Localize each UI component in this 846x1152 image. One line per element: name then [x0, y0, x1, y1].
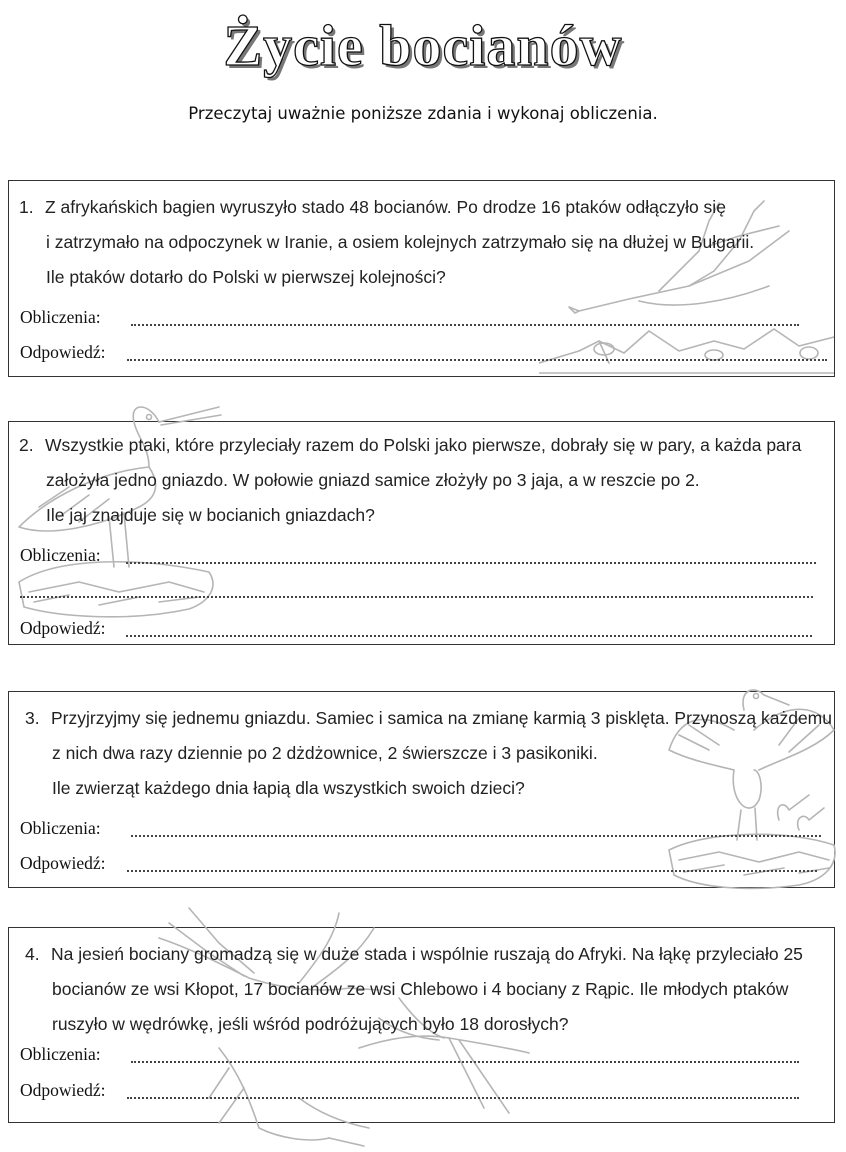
answer-line[interactable]: [127, 868, 817, 872]
calc-label: Obliczenia:: [20, 1044, 101, 1064]
calc-answer-line-2[interactable]: [20, 594, 813, 598]
calc-answer-line[interactable]: [131, 322, 799, 326]
task-number: 4.: [25, 944, 40, 964]
task-4-question-line-3: ruszyło w wędrówkę, jeśli wśród podróżujących było 18 dorosłych?: [52, 1014, 569, 1034]
task-4-box: [8, 927, 835, 1123]
task-1-box: [8, 180, 835, 377]
calc-answer-line[interactable]: [131, 833, 821, 837]
task-1-question: [19, 197, 726, 218]
answer-label: Odpowiedź:: [20, 853, 106, 873]
stork-feeding-chicks-illustration: [659, 670, 839, 915]
calc-answer-line[interactable]: [131, 1059, 799, 1063]
answer-line[interactable]: [127, 357, 827, 361]
task-2-question-line-2: założyła jedno gniazdo. W połowie gniazd samice złożyły po 3 jaja, a w reszcie po 2.: [46, 470, 700, 490]
question-line: Na jesień bociany gromadzą się w duże stada i wspólnie ruszają do Afryki. Na łąkę przyleciało 25: [51, 944, 803, 964]
task-4-question-line-2: bocianów ze wsi Kłopot, 17 bocianów ze wsi Chlebowo i 4 bociany z Rąpic. Ile młodych ptaków: [52, 979, 789, 999]
task-4-question: [25, 944, 803, 965]
task-number: 2.: [19, 435, 34, 455]
calc-answer-line[interactable]: [126, 560, 816, 564]
task-number: 3.: [25, 708, 40, 728]
answer-label: Odpowiedź:: [20, 1080, 106, 1100]
calc-label: Obliczenia:: [20, 307, 101, 327]
task-3-question-line-3: Ile zwierząt każdego dnia łapią dla wszystkich swoich dzieci?: [52, 778, 525, 798]
task-2-question-line-3: Ile jaj znajduje się w bocianich gniazdach?: [46, 505, 375, 525]
task-3-question: [25, 708, 832, 729]
task-3-question-line-2: z nich dwa razy dziennie po 2 dżdżownice, 2 świerszcze i 3 pasikoniki.: [52, 743, 598, 763]
task-1-question-line-3: Ile ptaków dotarło do Polski w pierwszej kolejności?: [46, 267, 446, 287]
calc-label: Obliczenia:: [20, 818, 101, 838]
calc-label: Obliczenia:: [20, 545, 101, 565]
instructions: Przeczytaj uważnie poniższe zdania i wykonaj obliczenia.: [188, 104, 658, 123]
answer-label: Odpowiedź:: [20, 618, 106, 638]
task-number: 1.: [19, 197, 34, 217]
question-line: Wszystkie ptaki, które przyleciały razem do Polski jako pierwsze, dobrały się w pary, a każda para: [45, 435, 802, 455]
task-2-box: [8, 421, 835, 645]
question-line: Z afrykańskich bagien wyruszyło stado 48 bocianów. Po drodze 16 ptaków odłączyło się: [45, 197, 726, 217]
answer-label: Odpowiedź:: [20, 342, 106, 362]
task-3-box: [8, 691, 835, 888]
page-title: Życie bocianów: [223, 13, 623, 78]
task-2-question: [19, 435, 801, 456]
answer-line[interactable]: [126, 633, 812, 637]
task-1-question-line-2: i zatrzymało na odpoczynek w Iranie, a osiem kolejnych zatrzymało się na dłużej w Bułgarii.: [46, 232, 755, 252]
question-line: Przyjrzyjmy się jednemu gniazdu. Samiec i samica na zmianę karmią 3 pisklęta. Przynoszą każdemu: [51, 708, 832, 728]
flying-storks-mountains-illustration: [539, 191, 834, 376]
answer-line[interactable]: [127, 1095, 799, 1099]
